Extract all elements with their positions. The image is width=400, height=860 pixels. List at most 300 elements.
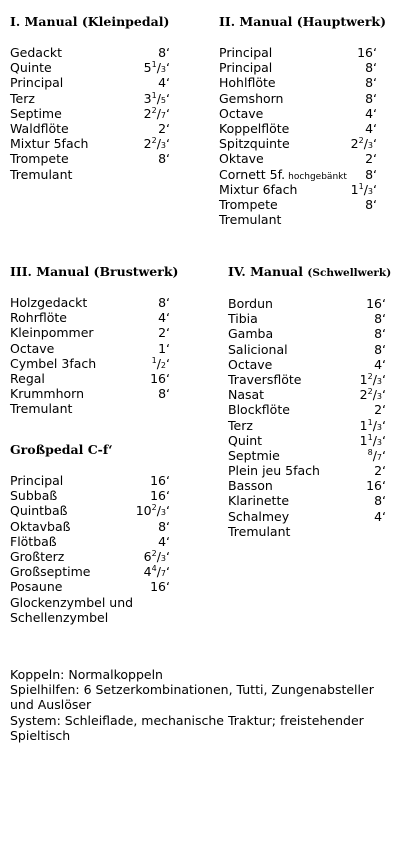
stop-row [10,151,170,166]
pitch-whole: 16 [357,45,374,60]
stop-pitch [360,372,386,387]
stop-name [228,433,262,448]
pitch-whole: 8 [374,326,383,342]
stop-name-text: Octave [228,356,273,372]
pitch-numerator: 1 [151,355,157,365]
pitch-whole: 8 [365,196,374,212]
stop-name-text: Mixtur 5fach [10,136,89,152]
pitch-foot-mark: ‘ [382,417,386,433]
pitch-foot-mark: ‘ [382,508,386,524]
pitch-whole: 4 [158,533,167,549]
stop-pitch [374,402,386,417]
pitch-denominator: 3 [160,65,167,75]
pitch-fraction-slash: / [372,432,377,448]
stop-row [219,121,377,136]
stop-name [228,402,290,417]
pitch-foot-mark: ‘ [373,75,377,91]
stop-name [228,387,264,402]
pitch-foot-mark: ‘ [373,136,377,152]
stop-row [228,387,386,402]
pitch-foot-mark: ‘ [166,45,170,60]
pitch-foot-mark: ‘ [166,120,170,136]
pitch-foot-mark: ‘ [166,151,170,167]
stop-name-text: Posaune [10,579,63,595]
stop-name [219,151,264,166]
pitch-foot-mark: ‘ [166,533,170,549]
stop-row [10,473,170,488]
pitch-numerator: 2 [358,136,364,146]
stop-row [10,564,170,579]
stop-pitch [374,326,386,341]
pitch-whole: 1 [158,340,167,356]
stop-row [228,357,386,372]
pitch-denominator: 3 [160,553,167,563]
pitch-foot-mark: ‘ [382,387,386,403]
stop-name [10,106,62,121]
pitch-fraction-slash: / [156,548,161,564]
stop-name-text: Gedackt [10,45,62,60]
pitch-foot-mark: ‘ [382,432,386,448]
stop-pitch [158,341,170,356]
pitch-foot-mark: ‘ [166,473,170,488]
stop-pitch [158,121,170,136]
stop-name-text: Großterz [10,548,65,564]
stop-row [228,402,386,417]
stop-name [10,473,63,488]
pitch-fraction-slash: / [156,564,161,580]
stop-name [219,167,347,182]
stop-name [10,91,35,106]
stop-name-text: Quintbaß [10,503,68,519]
manual-4-title-sub: (Schwellwerk) [307,267,392,279]
pitch-whole: 1 [359,432,368,448]
stop-name [10,564,90,579]
stop-name [10,60,52,75]
pitch-whole: 2 [158,120,167,136]
stop-pitch [374,357,386,372]
stop-pitch [374,493,386,508]
stop-name-text: Cornett 5f. [219,166,286,182]
stop-pitch [365,106,377,121]
stop-name-text: Quint [228,432,263,448]
pedal-section [10,442,170,625]
stop-name-text: Bordun [228,296,273,311]
pitch-foot-mark: ‘ [166,60,170,76]
pitch-whole: 8 [374,493,383,509]
pitch-whole: 1 [350,181,359,197]
stop-name-text: Nasat [228,387,265,403]
pitch-foot-mark: ‘ [373,60,377,76]
stop-row [228,524,386,539]
stop-pitch [158,325,170,340]
stop-row [228,463,386,478]
pitch-foot-mark: ‘ [166,310,170,326]
pitch-whole: 8 [158,45,167,60]
pitch-whole: 2 [374,402,383,418]
stop-name [10,371,45,386]
stop-name [10,325,94,340]
pitch-foot-mark: ‘ [166,105,170,121]
manual-1-section [10,14,170,182]
system-note: System: Schleiflade, mechanische Traktur; freistehender Spieltisch [10,712,364,743]
stop-row [10,136,170,151]
pitch-whole: 4 [143,564,152,580]
stop-name-text: Tremulant [219,212,282,228]
manual-2-section [219,14,387,228]
pitch-foot-mark: ‘ [373,120,377,136]
pitch-numerator: 2 [151,136,157,146]
stop-row [10,310,170,325]
stop-name [10,595,133,625]
stop-note: hochgebänkt [288,171,347,182]
stop-pitch [374,311,386,326]
stop-name [228,311,258,326]
stop-name-text: Krummhorn [10,386,85,402]
stop-name [10,534,57,549]
stop-name [219,60,272,75]
pitch-fraction-slash: / [156,503,161,519]
pedal-title: Großpedal C-f‘ [10,442,113,457]
pitch-whole: 2 [350,136,359,152]
stop-name [228,509,289,524]
stop-name-text: Cymbel 3fach [10,355,97,371]
manual-1-stop-list [10,45,170,182]
stop-pitch [368,448,386,463]
pitch-foot-mark: ‘ [166,370,170,386]
pitch-whole: 10 [135,503,152,519]
stop-pitch [158,386,170,401]
pitch-fraction-slash: / [372,371,377,387]
stop-pitch [351,182,377,197]
stop-pitch [150,488,170,503]
pitch-whole: 16 [366,296,383,311]
stop-name-text: Septmie [228,447,280,463]
pitch-fraction-slash: / [156,355,161,371]
manual-4-stop-list [228,296,386,539]
pitch-fraction-slash: / [372,417,377,433]
spielhilfen-note: Spielhilfen: 6 Setzerkombinationen, Tutti, Zungenabsteller und Auslöser [10,682,374,713]
stop-row [219,182,377,197]
stop-row [219,106,377,121]
pitch-whole: 6 [143,548,152,564]
stop-row [10,75,170,90]
pitch-numerator: 1 [367,432,373,442]
pitch-foot-mark: ‘ [166,518,170,534]
stop-pitch [365,197,377,212]
stop-row [219,60,377,75]
pitch-denominator: 5 [160,95,167,105]
pitch-foot-mark: ‘ [166,548,170,564]
pitch-numerator: 1 [358,181,364,191]
stop-name [10,488,57,503]
pitch-foot-mark: ‘ [166,579,170,595]
pitch-foot-mark: ‘ [382,402,386,418]
manual-3-section [10,264,179,417]
stop-pitch [374,509,386,524]
pitch-foot-mark: ‘ [382,463,386,479]
pitch-denominator: 7 [376,452,383,462]
pitch-whole: 16 [150,579,167,595]
stop-name-text: Mixtur 6fach [219,181,298,197]
pitch-whole: 2 [374,463,383,479]
stop-row [10,488,170,503]
stop-pitch [158,75,170,90]
stop-name-text: Holzgedackt [10,295,88,310]
manual-3-title: III. Manual (Brustwerk) [10,264,179,279]
stop-name [10,310,67,325]
stop-pitch [144,91,170,106]
pitch-whole: 16 [150,370,167,386]
pitch-foot-mark: ‘ [382,447,386,463]
stop-name-text: Oktavbaß [10,518,71,534]
pitch-whole: 16 [150,488,167,504]
pitch-fraction-slash: / [156,60,161,76]
stop-row [10,503,170,518]
pitch-numerator: 2 [151,105,157,115]
pitch-numerator: 1 [367,417,373,427]
stop-pitch [357,45,377,60]
stop-row [219,45,377,60]
pitch-whole: 8 [374,311,383,327]
stop-pitch [144,106,170,121]
pitch-denominator: 3 [367,141,374,151]
stop-name [10,549,64,564]
pitch-numerator: 4 [151,564,157,574]
pitch-foot-mark: ‘ [166,325,170,341]
stop-pitch [152,356,170,371]
stop-row [10,371,170,386]
stop-name [10,579,62,594]
pitch-foot-mark: ‘ [373,166,377,182]
stop-name-text: Koppelflöte [219,120,290,136]
pitch-fraction-slash: / [372,387,377,403]
pitch-foot-mark: ‘ [382,356,386,372]
stop-name [219,136,290,151]
stop-row [10,45,170,60]
stop-name-text: Traversflöte [228,371,302,387]
pitch-foot-mark: ‘ [382,478,386,494]
stop-pitch [360,433,386,448]
stop-name [228,296,273,311]
stop-name-text: Subbaß [10,488,58,504]
pitch-numerator: 2 [367,387,373,397]
stop-pitch [374,342,386,357]
pitch-foot-mark: ‘ [373,45,377,60]
stop-name-text: Gamba [228,326,274,342]
stop-name [10,519,71,534]
pitch-denominator: 3 [160,141,167,151]
pitch-numerator: 8 [367,447,373,457]
pitch-whole: 4 [365,105,374,121]
stop-row [219,212,377,227]
pitch-whole: 2 [143,136,152,152]
organ-notes [10,667,382,743]
pitch-whole: 8 [158,386,167,402]
pitch-foot-mark: ‘ [166,564,170,580]
pitch-whole: 8 [365,75,374,91]
manual-2-title: II. Manual (Hauptwerk) [219,14,387,29]
pitch-whole: 16 [366,478,383,494]
stop-name-text: Glockenzymbel und Schellenzymbel [10,594,134,625]
stop-row [10,60,170,75]
stop-name [228,524,290,539]
stop-row [228,372,386,387]
pitch-denominator: 3 [376,376,383,386]
stop-pitch [351,136,377,151]
stop-row [10,106,170,121]
stop-name-text: Terz [228,417,253,433]
stop-name-text: Gemshorn [219,90,284,106]
stop-pitch [144,136,170,151]
pitch-foot-mark: ‘ [382,296,386,311]
stop-pitch [365,60,377,75]
stop-pitch [366,296,386,311]
stop-name [219,121,289,136]
stop-name [10,75,63,90]
stop-row [10,595,170,625]
pitch-denominator: 3 [376,392,383,402]
stop-pitch [158,151,170,166]
stop-name [10,295,87,310]
stop-name-text: Flötbaß [10,533,57,549]
pitch-whole: 1 [359,417,368,433]
stop-pitch [158,519,170,534]
stop-row [219,197,377,212]
stop-name [228,357,272,372]
pitch-fraction-slash: / [363,136,368,152]
pitch-foot-mark: ‘ [373,181,377,197]
pitch-foot-mark: ‘ [373,151,377,167]
pitch-fraction-slash: / [156,90,161,106]
stop-row [228,509,386,524]
pitch-foot-mark: ‘ [166,503,170,519]
pitch-whole: 4 [374,356,383,372]
manual-2-stop-list [219,45,377,227]
pitch-numerator: 1 [151,90,157,100]
stop-row [10,341,170,356]
stop-pitch [144,549,170,564]
stop-name-text: Waldflöte [10,120,69,136]
stop-name-text: Octave [10,340,55,356]
stop-pitch [366,478,386,493]
stop-row [228,478,386,493]
pitch-foot-mark: ‘ [382,326,386,342]
stop-name [228,463,320,478]
pitch-denominator: 7 [160,569,167,579]
stop-name-text: Principal [10,75,64,91]
pitch-foot-mark: ‘ [373,90,377,106]
stop-pitch [365,75,377,90]
stop-name-text: Blockflöte [228,402,290,418]
stop-name [10,356,96,371]
pitch-foot-mark: ‘ [166,75,170,91]
stop-name [228,418,253,433]
stop-name-text: Regal [10,370,45,386]
pitch-fraction-slash: / [156,136,161,152]
stop-pitch [150,579,170,594]
stop-name-text: Tremulant [10,401,73,417]
stop-name-text: Septime [10,105,62,121]
stop-name-text: Octave [219,105,264,121]
pitch-foot-mark: ‘ [166,90,170,106]
stop-name [219,182,297,197]
manual-1-title: I. Manual (Kleinpedal) [10,14,170,29]
pitch-whole: 2 [359,387,368,403]
pedal-stop-list [10,473,170,625]
stop-name-text: Quinte [10,60,52,76]
stop-name [10,151,69,166]
stop-row [10,325,170,340]
pitch-whole: 8 [365,60,374,76]
stop-name [228,342,288,357]
stop-name-text: Kleinpommer [10,325,94,341]
stop-name [228,326,273,341]
pitch-foot-mark: ‘ [373,105,377,121]
pitch-numerator: 2 [151,548,157,558]
stop-row [219,151,377,166]
stop-name-text: Terz [10,90,35,106]
pitch-whole: 4 [365,120,374,136]
pitch-whole: 4 [158,75,167,91]
stop-row [219,75,377,90]
pitch-numerator: 1 [151,60,157,70]
stop-row [10,549,170,564]
stop-row [10,121,170,136]
pitch-whole: 2 [143,105,152,121]
pitch-whole: 16 [150,473,167,488]
stop-row [228,493,386,508]
stop-name-text: Klarinette [228,493,290,509]
stop-name [228,478,273,493]
manual-4-section [228,264,392,539]
stop-row [10,401,170,416]
stop-row [228,448,386,463]
stop-pitch [365,121,377,136]
stop-row [228,433,386,448]
stop-name-text: Oktave [219,151,264,167]
stop-row [219,91,377,106]
stop-row [228,311,386,326]
stop-name [10,136,88,151]
stop-name-text: Tremulant [228,523,291,539]
stop-name [219,75,276,90]
stop-name-text: Principal [219,45,273,60]
pitch-whole: 8 [365,90,374,106]
stop-row [228,296,386,311]
stop-pitch [158,45,170,60]
stop-name-text: Hohlflöte [219,75,276,91]
pitch-denominator: 7 [160,110,167,120]
koppeln-note: Koppeln: Normalkoppeln [10,667,163,682]
stop-row [228,418,386,433]
stop-name [228,493,289,508]
pitch-foot-mark: ‘ [166,355,170,371]
pitch-foot-mark: ‘ [373,196,377,212]
stop-pitch [144,564,170,579]
stop-row [219,167,377,182]
stop-name [10,121,69,136]
stop-name-text: Rohrflöte [10,310,67,326]
stop-row [10,519,170,534]
stop-name [219,197,278,212]
pitch-whole: 4 [158,310,167,326]
stop-name-text: Principal [219,60,273,76]
stop-pitch [365,91,377,106]
pitch-foot-mark: ‘ [166,488,170,504]
stop-pitch [150,473,170,488]
pitch-denominator: 3 [376,437,383,447]
stop-name [219,91,283,106]
